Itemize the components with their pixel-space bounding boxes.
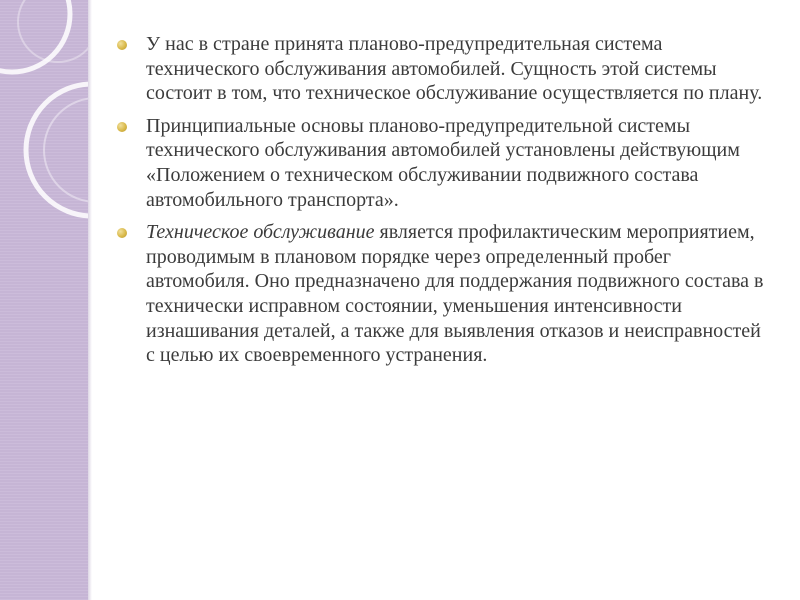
italic-term: Техническое обслуживание <box>146 221 375 244</box>
bullet-text: У нас в стране принята планово-предупредительная система технического обслуживания автомобилей. Сущность этой системы состоит в том, что техническое обслуживание осуществляется по плану. <box>146 33 763 105</box>
bullet-item <box>112 114 772 212</box>
side-panel <box>0 0 88 600</box>
bullet-text: Принципиальные основы планово-предупредительной системы технического обслуживания автомобилей установлены действующим «Положением о техническом обслуживании подвижного состава автомобильного транспорта». <box>146 114 740 211</box>
decorative-circles <box>0 0 88 600</box>
bullet-item <box>112 32 772 106</box>
bullet-dot-icon <box>117 40 127 50</box>
bullet-list <box>112 32 772 376</box>
bullet-text: является профилактическим мероприятием, проводимым в плановом порядке через определенный пробег автомобиля. Оно предназначено для поддержания подвижного состава в технически исправном состоянии, уменьшения интенсивности изнашивания деталей, а также для выявления отказов и неисправностей с целью их своевременного устранения. <box>146 221 764 367</box>
bullet-item <box>112 220 772 368</box>
bullet-text-with-term <box>146 220 772 368</box>
side-panel-edge <box>88 0 92 600</box>
bullet-dot-icon <box>117 228 127 238</box>
bullet-dot-icon <box>117 122 127 132</box>
